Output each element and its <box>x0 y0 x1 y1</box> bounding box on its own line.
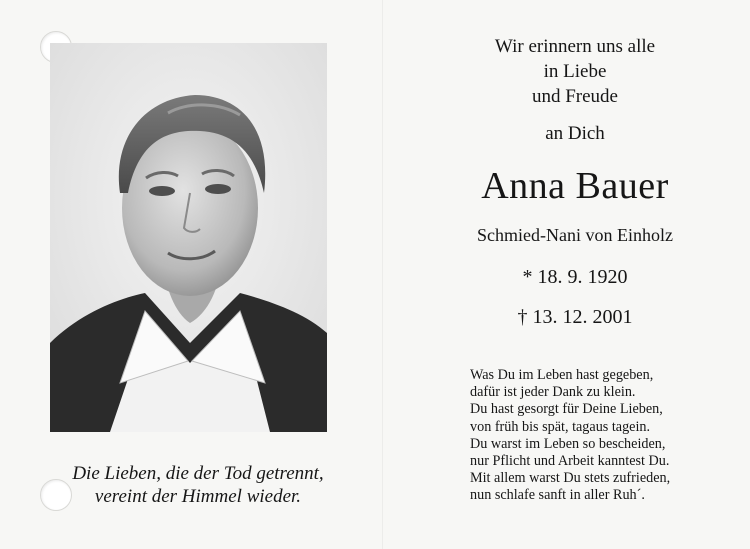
poem-line: Du warst im Leben so bescheiden, <box>470 435 666 452</box>
poem-line: Was Du im Leben hast gegeben, <box>470 367 654 383</box>
birth-date-line <box>455 265 695 289</box>
poem-line: von früh bis spät, tagaus tagein. <box>470 418 651 435</box>
deceased-nickname: Schmied-Nani von Einholz <box>477 225 673 245</box>
intro-text <box>455 34 695 146</box>
intro-line-1: Wir erinnern uns alle <box>494 36 656 57</box>
poem-line: Du hast gesorgt für Deine Lieben, <box>470 401 663 418</box>
cross-symbol: † <box>517 306 528 328</box>
deceased-name: Anna Bauer <box>481 165 669 207</box>
birth-date: 18. 9. 1920 <box>537 266 628 288</box>
portrait-photo <box>50 43 327 432</box>
quote-line-2: vereint der Himmel wieder. <box>94 486 302 507</box>
card-fold-line <box>382 0 383 549</box>
poem-line: dafür ist jeder Dank zu klein. <box>470 384 636 401</box>
memorial-quote <box>48 462 348 508</box>
intro-line-3: und Freude <box>531 86 618 107</box>
poem-line: nun schlafe sanft in aller Ruh´. <box>470 487 645 504</box>
intro-line-4: an Dich <box>545 123 605 144</box>
death-date: 13. 12. 2001 <box>532 306 633 328</box>
death-date-line <box>455 305 695 329</box>
birth-symbol: * <box>522 266 533 288</box>
intro-line-2: in Liebe <box>543 61 607 82</box>
memorial-poem <box>470 367 730 505</box>
poem-line: nur Pflicht und Arbeit kanntest Du. <box>470 453 670 470</box>
quote-line-1: Die Lieben, die der Tod getrennt, <box>72 463 324 484</box>
poem-line: Mit allem warst Du stets zufrieden, <box>470 470 671 487</box>
